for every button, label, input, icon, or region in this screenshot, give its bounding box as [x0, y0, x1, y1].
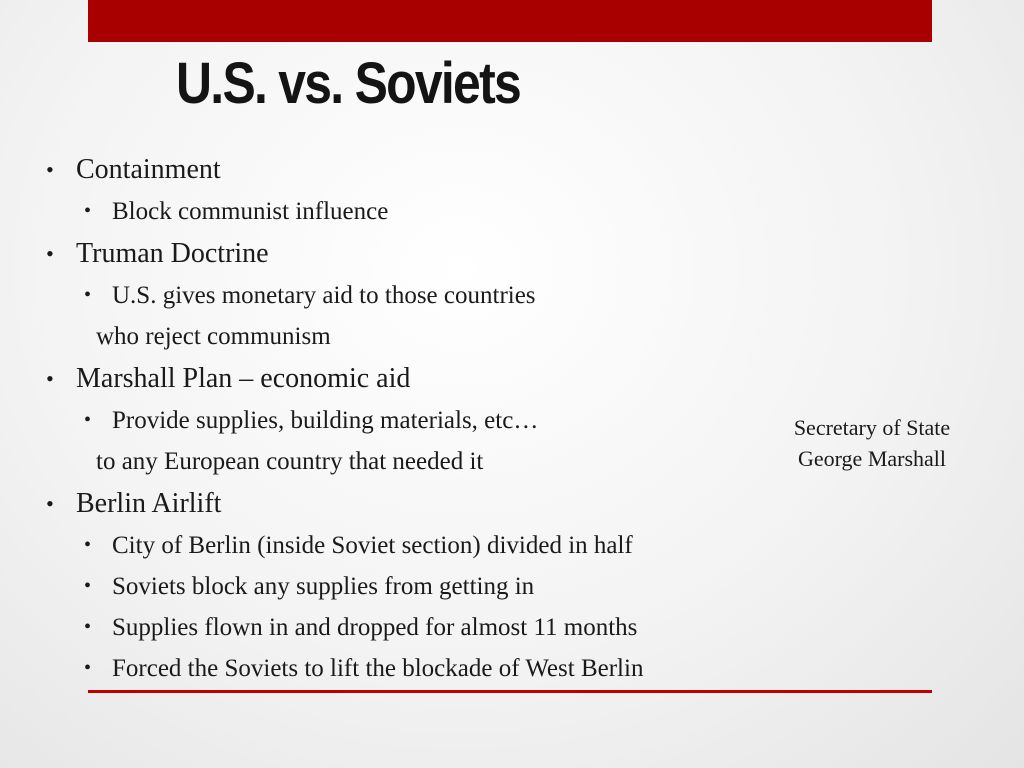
slide-title: U.S. vs. Soviets [176, 51, 520, 116]
bullet-icon: • [84, 534, 92, 556]
sub-bullet-item [44, 400, 804, 441]
bullet-item [44, 482, 804, 525]
sub-bullet-text: City of Berlin (inside Soviet section) divided in half [112, 532, 633, 559]
bullet-icon: • [84, 657, 92, 679]
bullet-text: Containment [76, 154, 221, 185]
bullet-item [44, 148, 804, 191]
caption-line: Secretary of State [793, 415, 951, 440]
sub-bullet-text: Provide supplies, building materials, etc… [112, 407, 539, 434]
bullet-icon: • [84, 200, 92, 222]
sub-bullet-continuation: to any European country that needed it [96, 448, 484, 475]
sub-bullet-text: Block communist influence [112, 198, 389, 225]
bullet-text: Marshall Plan – economic aid [76, 363, 411, 394]
sub-bullet-continuation: who reject communism [96, 323, 331, 350]
sub-bullet-text: Forced the Soviets to lift the blockade of West Berlin [112, 655, 644, 682]
sub-bullet-item [44, 648, 804, 689]
bullet-icon: • [84, 616, 92, 638]
sub-bullet-item [44, 525, 804, 566]
bullet-icon: • [84, 284, 92, 306]
bullet-text: Berlin Airlift [76, 488, 222, 519]
sub-bullet-text: Soviets block any supplies from getting in [112, 573, 535, 600]
bottom-divider [88, 690, 932, 693]
sub-bullet-text: Supplies flown in and dropped for almost 11 months [112, 614, 638, 641]
bullet-list [44, 148, 804, 689]
image-caption [760, 412, 984, 474]
caption-line: George Marshall [797, 446, 947, 471]
bullet-item [44, 232, 804, 275]
bullet-icon: • [46, 157, 54, 182]
sub-bullet-item [44, 191, 804, 232]
sub-bullet-item [44, 275, 804, 316]
sub-bullet-text: U.S. gives monetary aid to those countries [112, 282, 536, 309]
bullet-icon: • [46, 491, 54, 516]
bullet-item [44, 357, 804, 400]
bullet-text: Truman Doctrine [76, 238, 269, 269]
sub-bullet-item [44, 566, 804, 607]
bullet-icon: • [46, 241, 54, 266]
bullet-icon: • [46, 366, 54, 391]
top-accent-bar [88, 0, 932, 42]
bullet-icon: • [84, 575, 92, 597]
bullet-icon: • [84, 409, 92, 431]
sub-bullet-item [44, 607, 804, 648]
